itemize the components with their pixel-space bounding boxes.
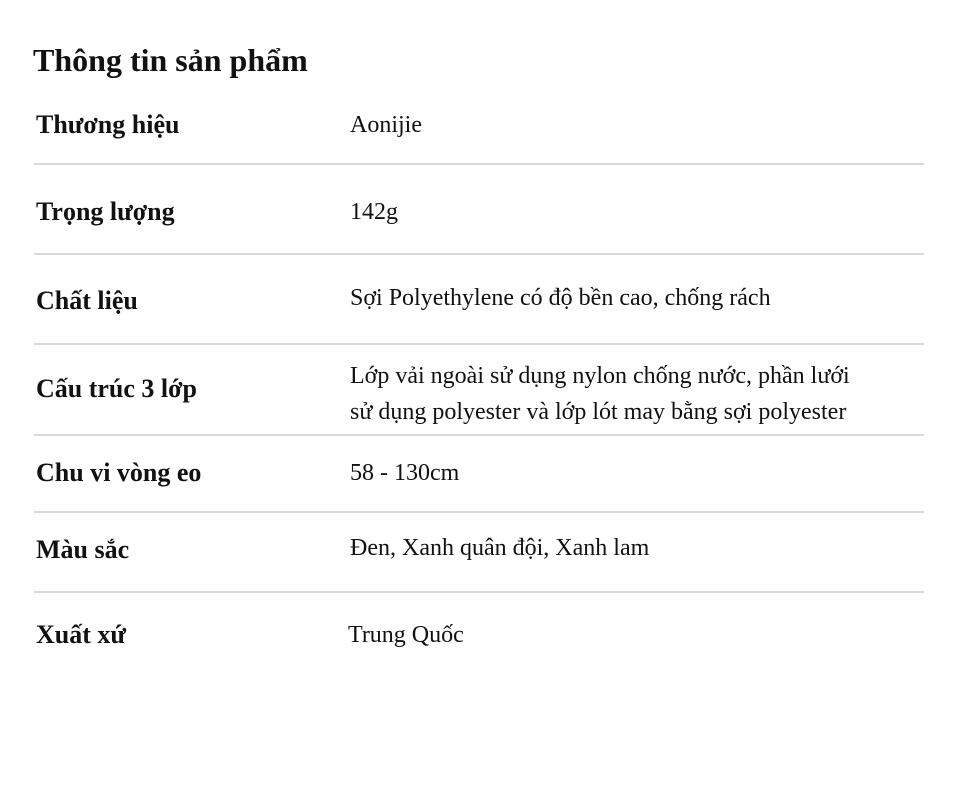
spec-label-brand: Thương hiệu [36,110,180,139]
spec-value-origin: Trung Quốc [348,622,464,648]
spec-value-material: Sợi Polyethylene có độ bền cao, chống rách [350,285,771,311]
spec-value-weight: 142g [350,199,398,225]
spec-value-color: Đen, Xanh quân đội, Xanh lam [350,535,650,561]
spec-label-material: Chất liệu [36,286,138,315]
spec-label-waist: Chu vi vòng eo [36,458,202,487]
spec-value-brand: Aonijie [350,112,422,138]
spec-row-material [34,255,924,345]
spec-row-color [34,513,924,593]
spec-row-brand [34,86,924,165]
spec-row-origin [34,593,924,673]
spec-label-weight: Trọng lượng [36,197,175,226]
spec-row-structure [34,345,924,436]
spec-value-structure-line2: sử dụng polyester và lớp lót may bằng sợi polyester [350,399,847,425]
spec-row-waist [34,436,924,513]
spec-label-color: Màu sắc [36,535,130,564]
spec-label-origin: Xuất xứ [36,620,126,649]
spec-value-waist: 58 - 130cm [350,460,460,486]
spec-label-structure: Cấu trúc 3 lớp [36,374,198,403]
spec-value-structure-line1: Lớp vải ngoài sử dụng nylon chống nước, phần lưới [350,363,850,389]
page-title: Thông tin sản phẩm [33,42,308,78]
spec-row-weight [34,165,924,255]
